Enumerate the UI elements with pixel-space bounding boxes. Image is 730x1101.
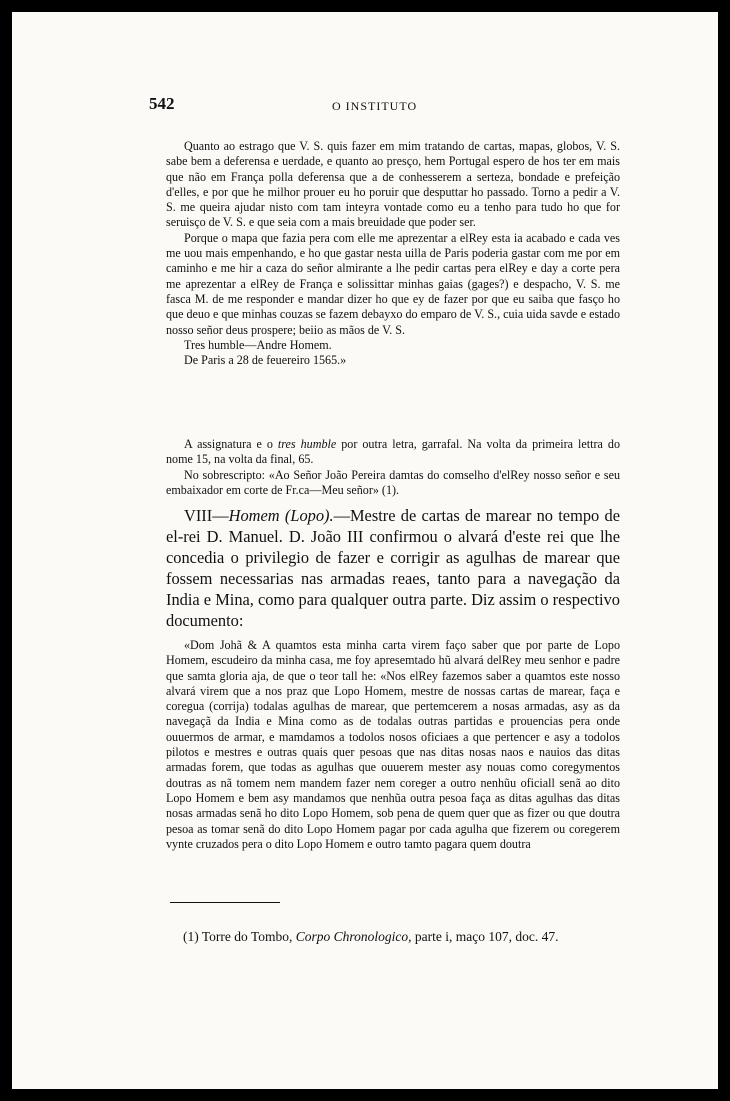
running-title: O INSTITUTO	[332, 99, 418, 113]
page-number: 542	[149, 94, 175, 113]
letter-quote	[166, 139, 620, 368]
footnote-rule	[170, 902, 280, 903]
section-paragraph	[166, 506, 620, 631]
section-heading: Homem (Lopo).	[228, 506, 334, 525]
envelope-note: No sobrescripto: «Ao Señor João Pereira damtas do comselho d'elRey nosso señor e seu embaixador em corte de Fr.ca—Meu señor» (1).	[166, 467, 620, 497]
document-text: «Dom Johã & A quamtos esta minha carta virem faço saber que por parte de Lopo Homem, escudeiro da minha casa, me foy apresemtado hũ alvará delRey meu senhor e padre que samta gloria aja, de que o teor tall he: «Nos elRey fazemos saber a quamtos este nosso alvará virem que a nos praz que Lopo Homem, mestre de nossas cartas de marear, faça e coregua (corrija) todalas agulhas de marear, que pertemcerem a nosas armadas, asy as da navegaçã da India e Mina como as de todalas outras partidas e prouencias pera onde ouuermos de armar, e mamdamos a todolos nosos oficiaes a que pertencer e asy a todolos pilotos e mestres e outras quais quer pesoas que nas ditas nosas naos e nauios das ditas armadas forem, que todas as agulhas que ouuerem mester asy nouas como coregymentos doutras as nã tomem nem mandem fazer nem coreger a outro nenhũu oficiall senã ao dito Lopo Homem e bem asy mandamos que nenhũa outra pesoa faça as ditas agulhas das ditas nosas armadas senã ho dito Lopo Homem, sob pena de quem quer que as fizer ou que doutra pesoa as tomar senã do dito Lopo Homem pagar por cada agulha que fizerem ou coregerem vynte cruzados pera o dito Lopo Homem e outro tamto pagara quem doutra	[166, 638, 620, 851]
royal-document	[166, 638, 620, 852]
footnote: (1) Torre do Tombo, Corpo Chronologico, parte i, maço 107, doc. 47.	[183, 929, 559, 944]
section-viii	[166, 506, 620, 631]
letter-signature: Tres humble—Andre Homem.	[184, 337, 332, 352]
signature-note: A assignatura e o tres humble por outra letra, garrafal. Na volta da primeira lettra do nome 15, na volta da final, 65.	[166, 437, 620, 467]
letter-paragraph-1: Quanto ao estrago que V. S. quis fazer em mim tratando de cartas, mapas, globos, V. S. sabe bem a deferensa e uerdade, e quanto ao presço, hem Portugal espero de hos ter em mais que não em França polla deferensa que a de conhesserem a serteza, bondade e prefeição d'elles, e por que he milhor prouer eu ho poruir que desputtar ho passado. Torno a pedir a V. S. me queira ajudar nisto com tam inteyra vontade como eu a tenho para tudo ho que for seruisço de V. S. e que seia com a mais breuidade que poder ser.	[166, 139, 620, 230]
letter-date: De Paris a 28 de feuereiro 1565.»	[184, 353, 347, 368]
editorial-notes	[166, 437, 620, 498]
letter-paragraph-2: Porque o mapa que fazia pera com elle me aprezentar a elRey esta ia acabado e cada ves me uou mais empenhando, e ho que gastar nesta uilla de Paris poderia gastar com me por em caminho e me hir a caza do señor almirante a lhe pedir cartas pera elRey e day a corte pera me aprezentar a elRey de França e solissittar minhas gaias (gages?) e despacho, V. S. me fasca M. de me responder e mandar dizer ho que ey de fazer por que eu saiba que fasço ho que deuo e que minhas couzas se fazem debayxo do emparo de V. S., cuia uida savde e estado nosso señor deus prospere; beiio as mãos de V. S.	[166, 230, 620, 337]
section-number: VIII—	[184, 506, 229, 525]
book-page	[12, 12, 718, 1089]
section-text: —Mestre de cartas de marear no tempo de el-rei D. Manuel. D. João III confirmou o alvará d'este rei que lhe concedia o privilegio de fazer e corrigir as agulhas de marear que fossem necessarias nas armadas reaes, tanto para a navegação da India e Mina, como para qualquer outra parte. Diz assim o respectivo documento:	[166, 506, 620, 630]
